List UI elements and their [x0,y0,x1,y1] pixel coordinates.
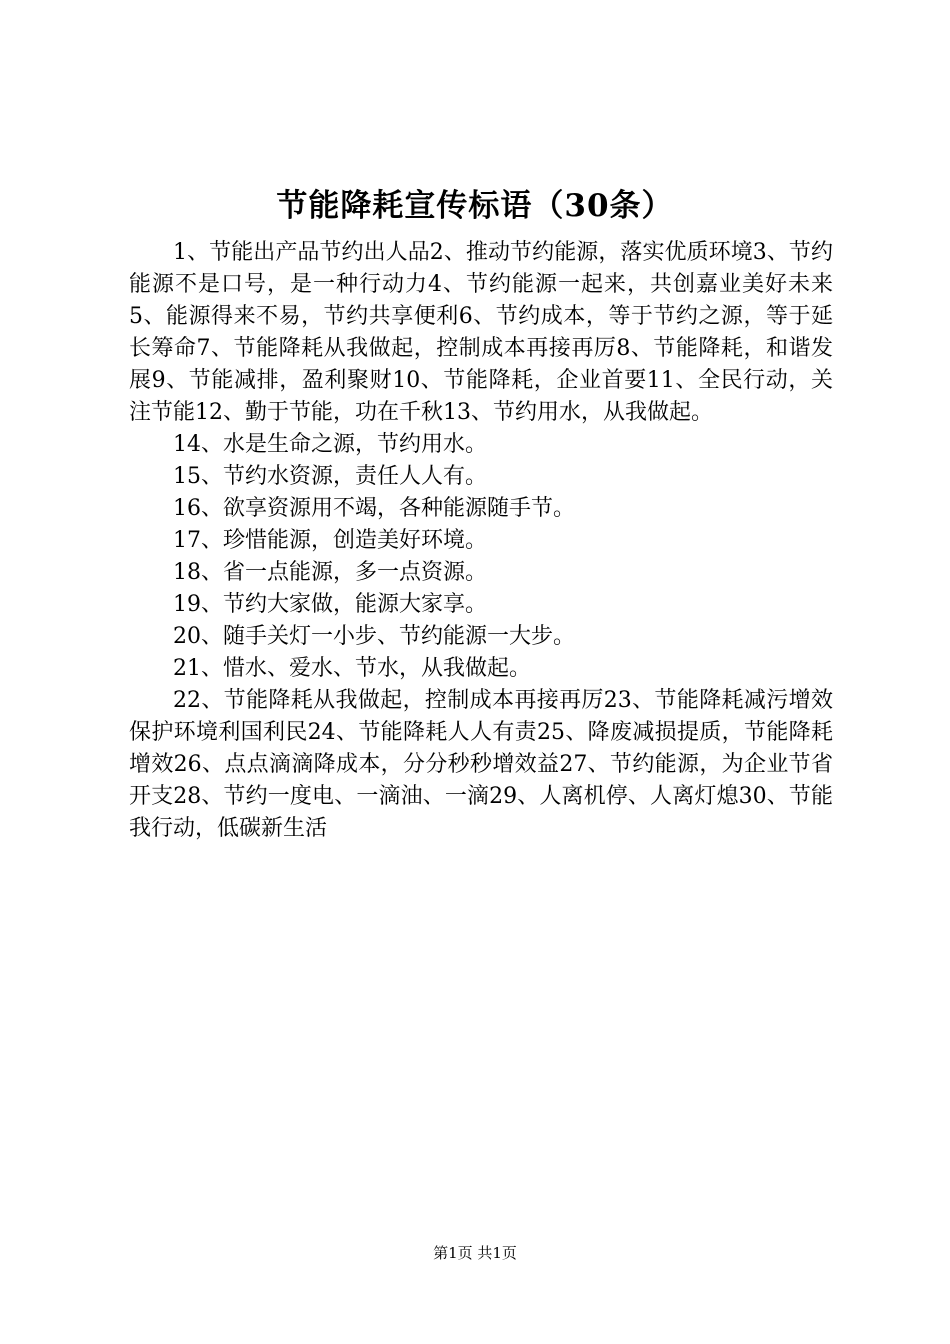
paragraph: 16、欲享资源用不竭，各种能源随手节。 [173,496,575,521]
paragraph: 15、节约水资源，责任人人有。 [173,464,487,489]
paragraph: 18、省一点能源，多一点资源。 [173,560,487,585]
paragraph: 17、珍惜能源，创造美好环境。 [173,528,487,553]
page-number-footer: 第1页 共1页 [433,1244,517,1262]
paragraph: 19、节约大家做，能源大家享。 [173,592,487,617]
paragraph: 22、节能降耗从我做起，控制成本再接再厉23、节能降耗减污增效保护环境利国利民24、节能降耗人人有责25、降废减损提质，节能降耗增效26、点点滴滴降成本，分分秒秒增效益27、节约能源，为企业节省开支28、节约一度电、一滴油、一滴29、人离机停、人离灯熄30、节能我行动，低碳新生活 [129,688,833,841]
document-title: 节能降耗宣传标语（30条） [276,188,674,224]
paragraph: 21、惜水、爱水、节水，从我做起。 [173,656,531,681]
paragraph: 1、节能出产品节约出人品2、推动节约能源，落实优质环境3、节约能源不是口号，是一种行动力4、节约能源一起来，共创嘉业美好未来5、能源得来不易，节约共享便利6、节约成本，等于节约之源，等于延长筹命7、节能降耗从我做起，控制成本再接再厉8、节能降耗，和谐发展9、节能减排，盈利聚财10、节能降耗，企业首要11、全民行动，关注节能12、勤于节能，功在千秋13、节约用水，从我做起。 [129,240,833,425]
document-body [129,237,833,845]
paragraph: 14、水是生命之源，节约用水。 [173,432,487,457]
paragraph: 20、随手关灯一小步、节约能源一大步。 [173,624,575,649]
